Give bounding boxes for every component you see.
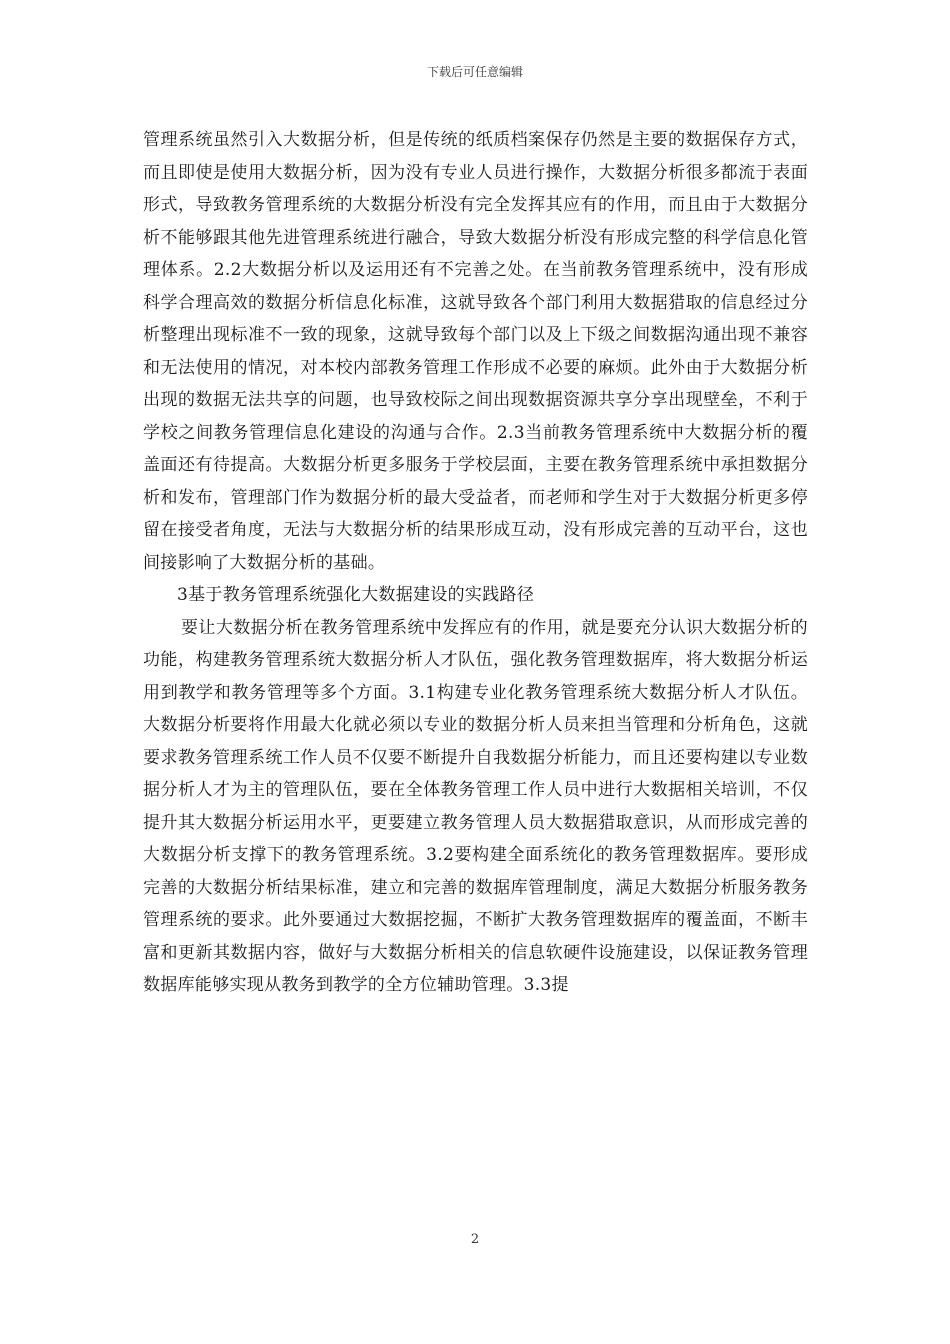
section-heading: 3基于教务管理系统强化大数据建设的实践路径: [177, 585, 535, 605]
paragraph-2: 要让大数据分析在教务管理系统中发挥应有的作用，就是要充分认识大数据分析的功能，构建教务管理系统大数据分析人才队伍，强化教务管理数据库，将大数据分析运用到教学和教务管理等多个方面。3.1构建专业化教务管理系统大数据分析人才队伍。大数据分析要将作用最大化就必须以专业的数据分析人员来担当管理和分析角色，这就要求教务管理系统工作人员不仅要不断提升自我数据分析能力，而且还要构建以专业数据分析人才为主的管理队伍，要在全体教务管理工作人员中进行大数据相关培训，不仅提升其大数据分析运用水平，更要建立教务管理人员大数据猎取意识，从而形成完善的大数据分析支撑下的教务管理系统。3.2要构建全面系统化的教务管理数据库。要形成完善的大数据分析结果标准，建立和完善的数据库管理制度，满足大数据分析服务教务管理系统的要求。此外要通过大数据挖掘，不断扩大教务管理数据库的覆盖面，不断丰富和更新其数据内容，做好与大数据分析相关的信息软硬件设施建设，以保证教务管理数据库能够实现从教务到教学的全方位辅助管理。3.3提: [143, 617, 808, 995]
page-number: 2: [470, 1232, 480, 1247]
paragraph-1: 管理系统虽然引入大数据分析，但是传统的纸质档案保存仍然是主要的数据保存方式，而且即使是使用大数据分析，因为没有专业人员进行操作，大数据分析很多都流于表面形式，导致教务管理系统的大数据分析没有完全发挥其应有的作用，而且由于大数据分析不能够跟其他先进管理系统进行融合，导致大数据分析没有形成完整的科学信息化管理体系。2.2大数据分析以及运用还有不完善之处。在当前教务管理系统中，没有形成科学合理高效的数据分析信息化标准，这就导致各个部门利用大数据猎取的信息经过分析整理出现标准不一致的现象，这就导致每个部门以及上下级之间数据沟通出现不兼容和无法使用的情况，对本校内部教务管理工作形成不必要的麻烦。此外由于大数据分析出现的数据无法共享的问题，也导致校际之间出现数据资源共享分享出现壁垒，不利于学校之间教务管理信息化建设的沟通与合作。2.3当前教务管理系统中大数据分析的覆盖面还有待提高。大数据分析更多服务于学校层面，主要在教务管理系统中承担数据分析和发布，管理部门作为数据分析的最大受益者，而老师和学生对于大数据分析更多停留在接受者角度，无法与大数据分析的结果形成互动，没有形成完善的互动平台，这也间接影响了大数据分析的基础。: [143, 130, 808, 573]
page-header: 下载后可任意编辑: [426, 65, 523, 79]
body-text: [143, 124, 808, 1002]
